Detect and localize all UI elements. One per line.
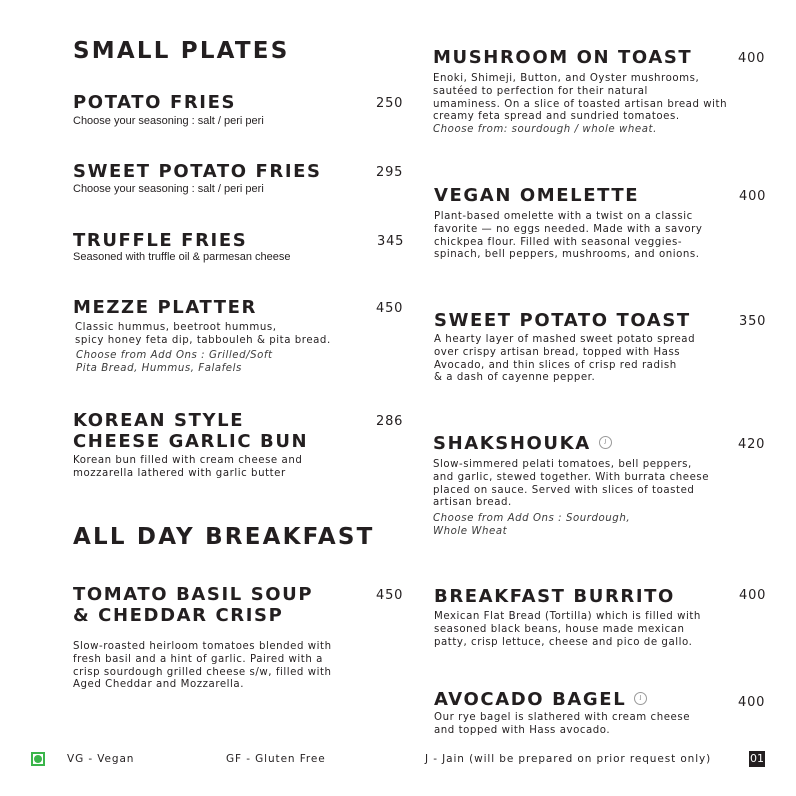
item-desc-mezze-platter: Classic hummus, beetroot hummus, spicy honey feta dip, tabbouleh & pita bread. [75,322,331,346]
legend-gluten-free: GF - Gluten Free [226,753,326,765]
item-price-potato-fries: 250 [376,96,404,111]
item-desc-mushroom-on-toast: Enoki, Shimeji, Button, and Oyster mushrooms, sautéed to perfection for their natural umaminess. On a slice of toasted artisan bread with creamy feta spread and sundried tomatoes. [433,73,728,123]
item-name-tomato-basil-soup: TOMATO BASIL SOUP & CHEDDAR CRISP [73,584,314,626]
item-name-avocado-bagel: AVOCADO BAGEL J [434,689,647,710]
item-price-breakfast-burrito: 400 [739,588,767,603]
item-price-korean-cheese-garlic-bun: 286 [376,414,404,429]
item-desc-sweet-potato-toast: A hearty layer of mashed sweet potato spread over crispy artisan bread, topped with Hass Avocado, and thin slices of crisp red radish & a dash of cayenne pepper. [434,334,696,384]
item-price-mezze-platter: 450 [376,301,404,316]
item-note-mushroom-on-toast: Choose from: sourdough / whole wheat. [433,124,657,135]
item-note-shakshouka: Choose from Add Ons : Sourdough, Whole Wheat [433,513,631,537]
item-note-mezze-platter: Choose from Add Ons : Grilled/Soft Pita Bread, Hummus, Falafels [76,350,273,374]
item-name-mushroom-on-toast: MUSHROOM ON TOAST [433,47,693,68]
item-desc-sweet-potato-fries: Choose your seasoning : salt / peri peri [73,183,264,195]
item-name-shakshouka: SHAKSHOUKA J [433,433,612,454]
item-price-sweet-potato-toast: 350 [739,314,767,329]
legend-jain: J - Jain (will be prepared on prior request only) [425,753,712,765]
item-desc-shakshouka: Slow-simmered pelati tomatoes, bell peppers, and garlic, stewed together. With burrata cheese placed on sauce. Served with slices of toasted artisan bread. [433,459,710,509]
item-price-tomato-basil-soup: 450 [376,588,404,603]
item-price-sweet-potato-fries: 295 [376,165,404,180]
item-desc-vegan-omelette: Plant-based omelette with a twist on a classic favorite — no eggs needed. Made with a savory chickpea flour. Filled with seasonal veggies- spinach, bell peppers, mushrooms, and onions. [434,211,703,261]
item-price-shakshouka: 420 [738,437,766,452]
item-desc-avocado-bagel: Our rye bagel is slathered with cream cheese and topped with Hass avocado. [434,712,691,736]
section-title-all-day-breakfast: ALL DAY BREAKFAST [73,524,375,550]
item-desc-potato-fries: Choose your seasoning : salt / peri peri [73,115,264,127]
vegan-dot [34,755,42,763]
item-name-truffle-fries: TRUFFLE FRIES [73,230,248,251]
item-name-vegan-omelette: VEGAN OMELETTE [434,185,640,206]
item-price-truffle-fries: 345 [377,234,405,249]
legend-vegan: VG - Vegan [67,753,135,765]
vegan-icon [31,752,45,766]
section-title-small-plates: SMALL PLATES [73,38,290,64]
jain-icon: J [599,436,612,449]
item-name-korean-cheese-garlic-bun: KOREAN STYLE CHEESE GARLIC BUN [73,410,309,452]
item-name-mezze-platter: MEZZE PLATTER [73,297,257,318]
item-price-avocado-bagel: 400 [738,695,766,710]
item-desc-tomato-basil-soup: Slow-roasted heirloom tomatoes blended with fresh basil and a hint of garlic. Paired with a crisp sourdough grilled cheese s/w, filled with Aged Cheddar and Mozzarella. [73,641,332,691]
item-name-breakfast-burrito: BREAKFAST BURRITO [434,586,675,607]
item-desc-breakfast-burrito: Mexican Flat Bread (Tortilla) which is filled with seasoned black beans, house made mexican patty, crisp lettuce, cheese and pico de gallo. [434,611,701,648]
item-price-mushroom-on-toast: 400 [738,51,766,66]
item-name-sweet-potato-fries: SWEET POTATO FRIES [73,161,322,182]
item-desc-korean-cheese-garlic-bun: Korean bun filled with cream cheese and mozzarella lathered with garlic butter [73,455,303,479]
item-price-vegan-omelette: 400 [739,189,767,204]
jain-icon: J [634,692,647,705]
page-number: 01 [750,752,764,765]
item-name-potato-fries: POTATO FRIES [73,92,237,113]
item-desc-truffle-fries: Seasoned with truffle oil & parmesan cheese [73,251,291,263]
item-name-sweet-potato-toast: SWEET POTATO TOAST [434,310,691,331]
